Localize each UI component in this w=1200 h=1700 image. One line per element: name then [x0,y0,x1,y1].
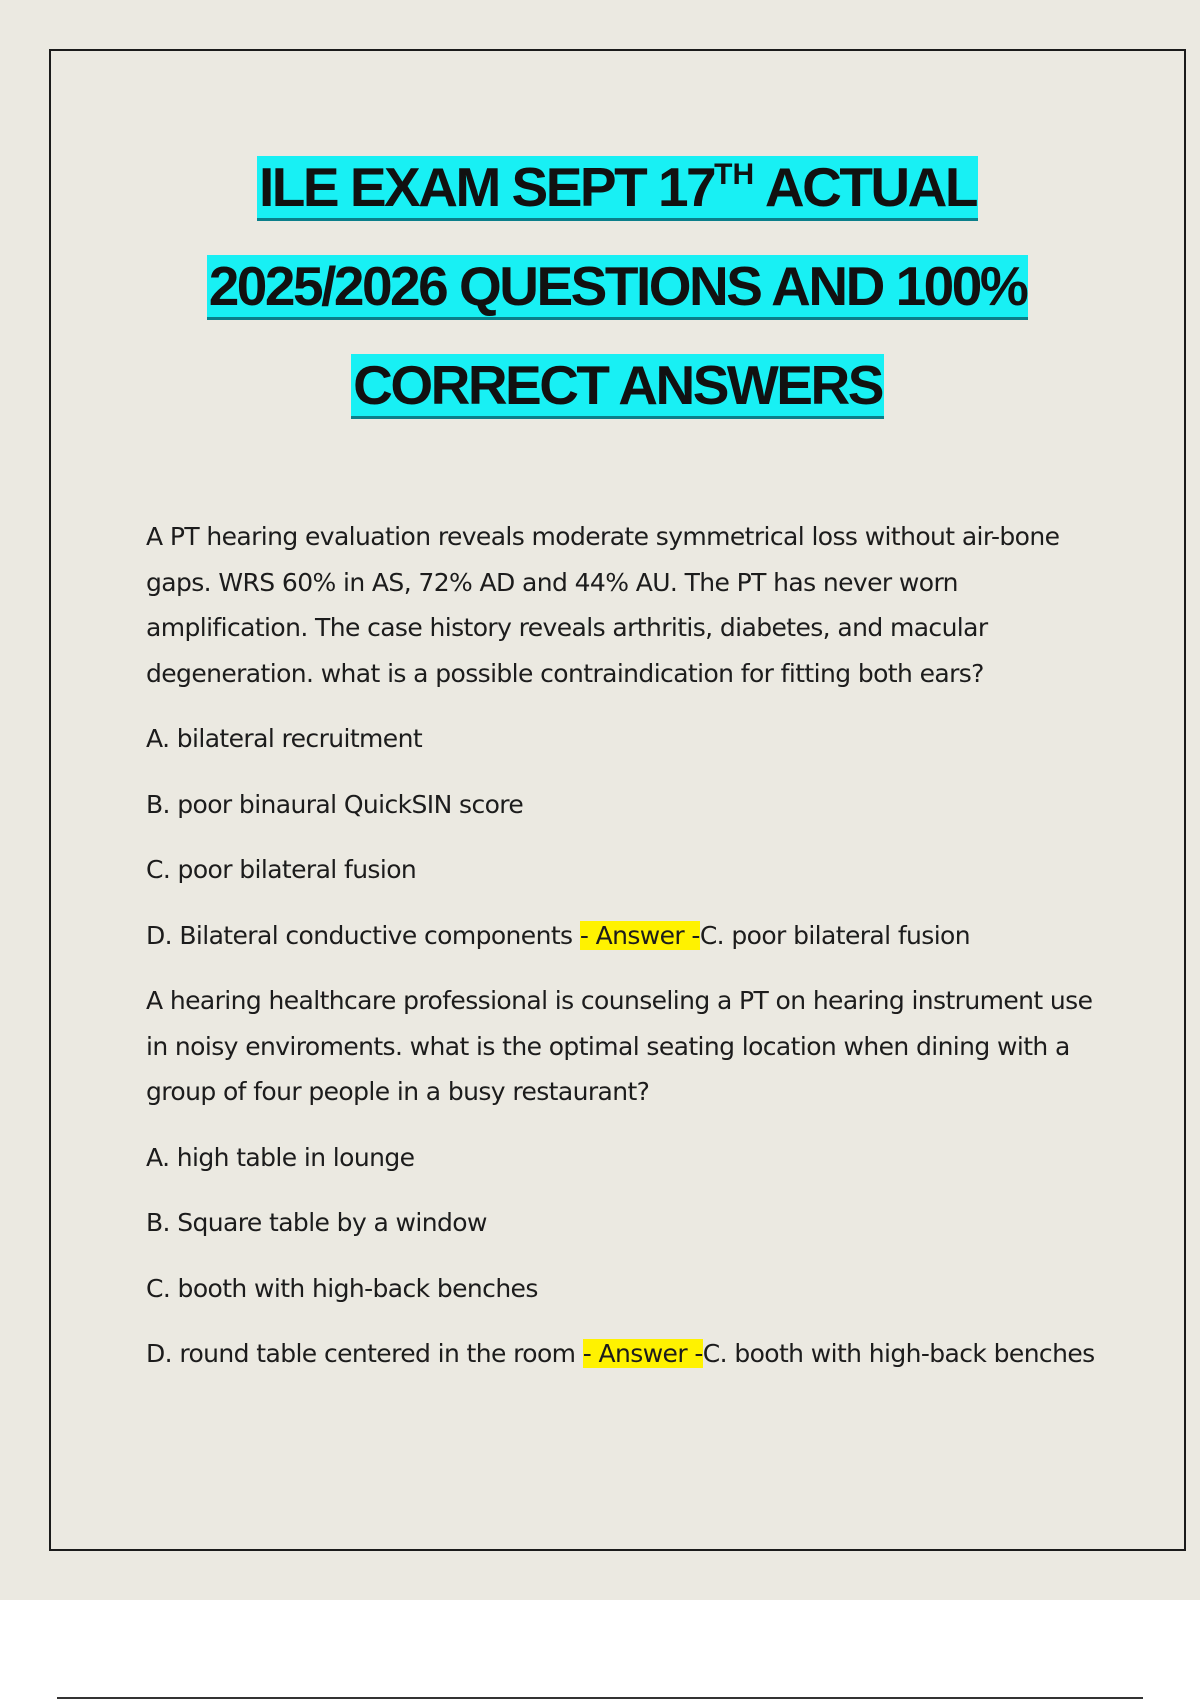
answer-option: B. Square table by a window [146,1208,487,1237]
title-text: ACTUAL [754,156,976,218]
answer-option-with-key [146,1331,1106,1377]
answer-option: C. booth with high-back benches [146,1273,538,1303]
question-list [146,514,1106,1397]
title-highlight: 2025/2026 QUESTIONS AND 100% [207,255,1029,320]
question-text: A hearing healthcare professional is counseling a PT on hearing instrument use in noisy enviroments. what is the optimal seating location when dining with a group of four people in a busy restaurant? [146,986,1093,1106]
title-highlight [257,156,978,221]
answer-marker: - Answer - [579,920,700,950]
answer-marker: - Answer - [582,1339,703,1368]
title-superscript: TH [714,158,755,191]
footer-divider [57,1697,1143,1699]
title-line-2 [0,237,1200,336]
question-text: A PT hearing evaluation reveals moderate symmetrical loss without air-bone gaps. WRS 60% in AS, 72% AD and 44% AU. The PT has never worn amplification. The case history reveals arthritis, diabetes, and macular degeneration. what is a possible contraindication for fitting both ears? [146,522,1060,688]
answer-option: A. bilateral recruitment [146,724,423,753]
answer-option: C. poor bilateral fusion [146,855,417,884]
answer-option: D. Bilateral conductive components [146,920,580,950]
answer-option: A. high table in lounge [146,1142,415,1172]
answer-option: B. poor binaural QuickSIN score [146,789,524,819]
correct-answer: C. poor bilateral fusion [699,920,970,950]
title-line-3 [0,336,1200,435]
title-text: ILE EXAM SEPT 17 [259,156,715,218]
correct-answer: C. booth with high-back benches [702,1339,1095,1368]
title-highlight: CORRECT ANSWERS [351,354,884,419]
title-line-1 [0,138,1200,237]
document-title [0,138,1200,435]
answer-option: D. round table centered in the room [146,1339,583,1368]
answer-option-with-key [146,913,1106,959]
